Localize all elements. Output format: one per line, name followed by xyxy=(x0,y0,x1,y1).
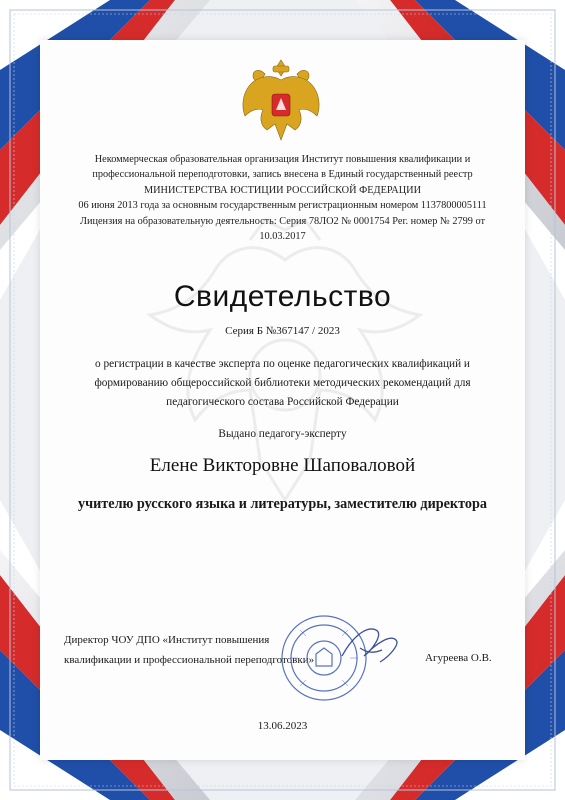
purpose-line: о регистрации в качестве эксперта по оценке педагогических квалификаций и xyxy=(95,358,470,370)
signatory-name: Агуреева О.В. xyxy=(425,652,492,664)
signatory-line: Директор ЧОУ ДПО «Институт повышения xyxy=(64,634,270,646)
certificate-title: Свидетельство xyxy=(173,280,392,313)
signatory-line: квалификации и профессиональной переподготовки» xyxy=(64,654,315,666)
organization-info xyxy=(70,152,495,244)
official-stamp xyxy=(272,604,404,704)
russian-coat-of-arms-icon xyxy=(235,54,327,146)
series-number: Серия Б №367147 / 2023 xyxy=(225,325,340,337)
purpose-line: формированию общероссийской библиотеки методических рекомендаций для xyxy=(94,377,471,389)
org-line: МИНИСТЕРСТВА ЮСТИЦИИ РОССИЙСКОЙ ФЕДЕРАЦИИ xyxy=(143,184,422,196)
org-line: 06 июня 2013 года за основным государственным регистрационным номером 1137800005111 xyxy=(78,200,487,212)
signature xyxy=(342,629,397,662)
org-line: Лицензия на образовательную деятельность: Серия 78ЛО2 № 0001754 Рег. номер № 2799 от xyxy=(79,215,486,227)
org-line: профессиональной переподготовки, запись внесена в Единый государственный реестр xyxy=(92,169,473,181)
recipient-name: Елене Викторовне Шаповаловой xyxy=(149,455,416,476)
purpose-line: педагогического состава Российской Федерации xyxy=(166,396,399,408)
certificate-purpose xyxy=(70,355,495,412)
issued-to-label: Выдано педагогу-эксперту xyxy=(218,428,347,440)
org-line: Некоммерческая образовательная организация Институт повышения квалификации и xyxy=(94,154,471,165)
recipient-position: учителю русского языка и литературы, заместителю директора xyxy=(78,496,487,512)
org-line: 10.03.2017 xyxy=(259,231,306,243)
issue-date: 13.06.2023 xyxy=(257,720,308,732)
